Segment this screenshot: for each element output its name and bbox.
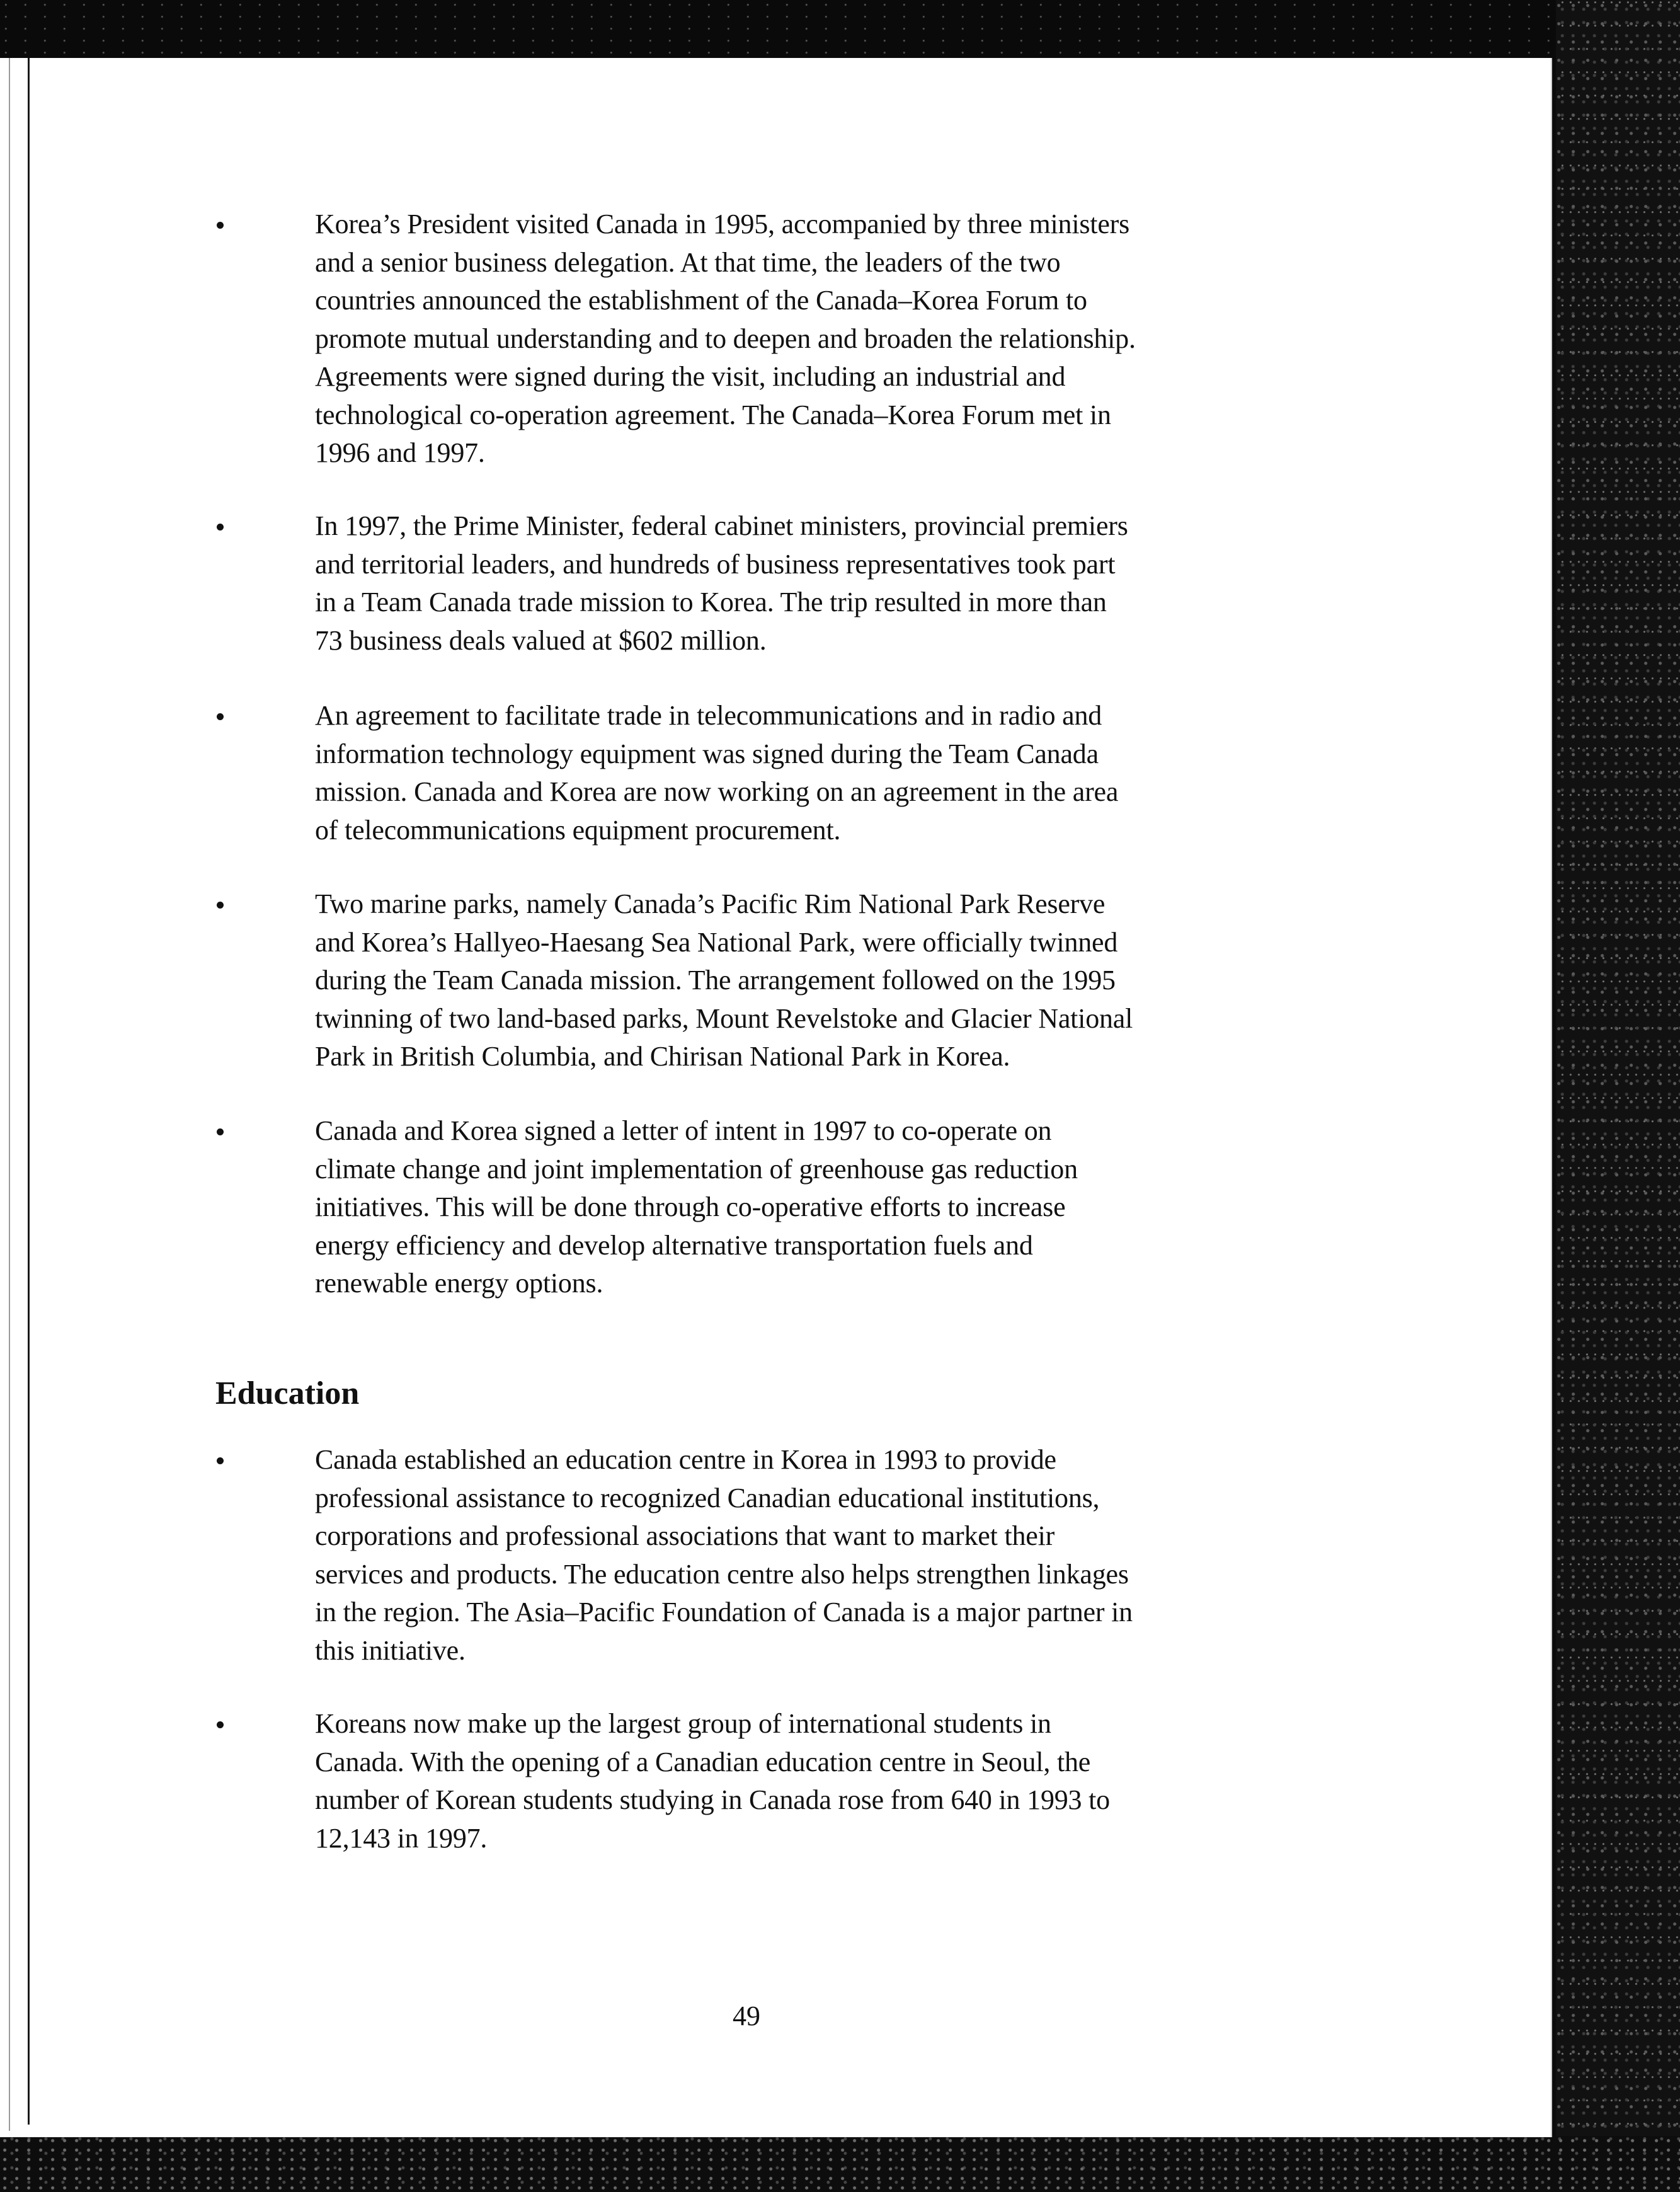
scanner-edge-top: [0, 0, 1680, 60]
page-number: 49: [733, 2000, 760, 2031]
bullet-dot-icon: [217, 1457, 224, 1464]
bullet-text: In 1997, the Prime Minister, federal cabinet ministers, provincial premiers and territorial leaders, and hundreds of business representatives took part in a Team Canada trade mission to Korea. The trip resulted in more than 73 business deals valued at $602 million.: [315, 510, 1128, 656]
bullet-dot-icon: [217, 713, 224, 720]
bullet-text: Canada and Korea signed a letter of intent in 1997 to co-operate on climate change and joint implementation of greenhouse gas reduction initiatives. This will be done through co-operative efforts to increase energy efficiency and develop alternative transportation fuels and renewable energy options.: [315, 1115, 1078, 1299]
section-heading-education: Education: [215, 1375, 360, 1411]
document-page: [0, 58, 1551, 2137]
bullet-dot-icon: [217, 1128, 224, 1135]
bullet-dot-icon: [217, 902, 224, 909]
scanner-edge-right: [1556, 0, 1680, 2192]
bullet-text: Canada established an education centre in Korea in 1993 to provide professional assistance to recognized Canadian educational institutions, corporations and professional associations that want to market their services and products. The education centre also helps strengthen linkages in the region. The Asia–Pacific Foundation of Canada is a major partner in this initiative.: [315, 1444, 1133, 1666]
bullet-text: An agreement to facilitate trade in telecommunications and in radio and information technology equipment was signed during the Team Canada mission. Canada and Korea are now working on an agreement in the area of telecommunications equipment procurement.: [315, 700, 1119, 846]
bullet-text: Korea’s President visited Canada in 1995, accompanied by three ministers and a senior business delegation. At that time, the leaders of the two countries announced the establishment of the Canada–Korea Forum to promote mutual understanding and to deepen and broaden the relationship. Agreements were signed during the visit, including an industrial and technological co-operation agreement. The Canada–Korea Forum met in 1996 and 1997.: [315, 209, 1136, 468]
bullet-dot-icon: [217, 222, 224, 229]
page-content: [0, 58, 1551, 2137]
scanner-edge-bottom: [0, 2136, 1680, 2192]
bullet-text: Koreans now make up the largest group of international students in Canada. With the opening of a Canadian education centre in Seoul, the number of Korean students studying in Canada rose from 640 in 1993 to 12,143 in 1997.: [315, 1708, 1110, 1854]
bullet-text: Two marine parks, namely Canada’s Pacific Rim National Park Reserve and Korea’s Hallyeo-Haesang Sea National Park, were officially twinned during the Team Canada mission. The arrangement followed on the 1995 twinning of two land-based parks, Mount Revelstoke and Glacier National Park in British Columbia, and Chirisan National Park in Korea.: [315, 888, 1133, 1072]
bullet-dot-icon: [217, 524, 224, 531]
bullet-dot-icon: [217, 1721, 224, 1728]
